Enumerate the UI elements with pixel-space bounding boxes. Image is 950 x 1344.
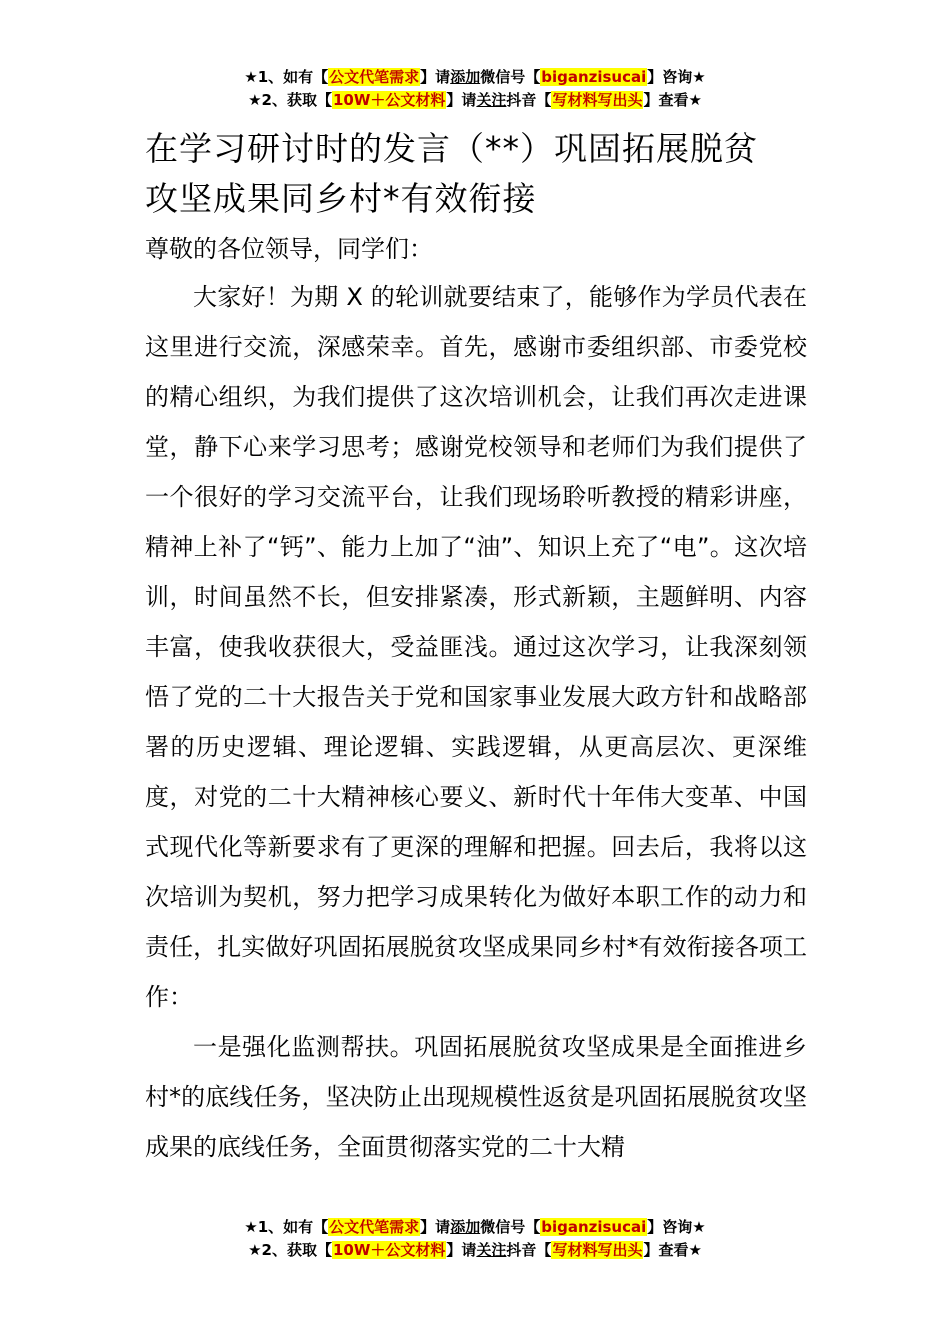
greeting: 尊敬的各位领导，同学们：: [145, 235, 433, 263]
bottom-banner: [0, 1216, 950, 1262]
paragraph-1: 大家好！为期 X 的轮训就要结束了，能够作为学员代表在这里进行交流，深感荣幸。首先，感谢市委组织部、市委党校的精心组织，为我们提供了这次培训机会，让我们再次走进课堂，静下心来学习思考；感谢党校领导和老师们为我们提供了一个很好的学习交流平台，让我们现场聆听教授的精彩讲座，精神上补了“钙”、能力上加了“油”、知识上充了“电”。这次培训，时间虽然不长，但安排紧凑，形式新颖，主题鲜明、内容丰富，使我收获很大，受益匪浅。通过这次学习，让我深刻领悟了党的二十大报告关于党和国家事业发展大政方针和战略部署的历史逻辑、理论逻辑、实践逻辑，从更高层次、更深维度，对党的二十大精神核心要义、新时代十年伟大变革、中国式现代化等新要求有了更深的理解和把握。回去后，我将以这次培训为契机，努力把学习成果转化为做好本职工作的动力和责任，扎实做好巩固拓展脱贫攻坚成果同乡村*有效衔接各项工作：: [145, 283, 807, 1011]
top-banner: [0, 66, 950, 112]
document-body: [145, 272, 807, 1172]
document-title: [145, 124, 807, 224]
banner-text: ★2、获取【: [248, 91, 332, 109]
banner-text: ★1、如有【: [244, 68, 329, 86]
banner-highlight: biganzisucai: [541, 1218, 647, 1236]
banner-highlight: 公文代笔需求: [329, 68, 420, 86]
banner-highlight: 公文代笔需求: [329, 1218, 420, 1236]
banner-text: 】请: [446, 1241, 477, 1259]
banner-text: ★2、获取【: [248, 1241, 332, 1259]
title-line-2: 攻坚成果同乡村*有效衔接: [145, 179, 537, 218]
banner-text: ★1、如有【: [244, 1218, 329, 1236]
banner-line-2: [0, 89, 950, 112]
banner-line-1: [0, 66, 950, 89]
banner-underlined-text: 关注: [476, 91, 507, 109]
banner-underlined-text: 关注: [476, 1241, 507, 1259]
banner-highlight: 10W＋公文材料: [332, 91, 446, 109]
banner-text: 】请: [446, 91, 477, 109]
banner-text: 】查看★: [643, 91, 702, 109]
banner-text: 微信号【: [480, 68, 541, 86]
banner-underlined-text: 添加: [450, 1218, 481, 1236]
banner-text: 微信号【: [480, 1218, 541, 1236]
banner-line-2: [0, 1239, 950, 1262]
banner-text: 抖音【: [506, 1241, 552, 1259]
banner-line-1: [0, 1216, 950, 1239]
banner-text: 】咨询★: [647, 1218, 706, 1236]
banner-text: 】查看★: [643, 1241, 702, 1259]
banner-text: 】请: [420, 68, 451, 86]
banner-highlight: 10W＋公文材料: [332, 1241, 446, 1259]
banner-text: 】咨询★: [647, 68, 706, 86]
banner-underlined-text: 添加: [450, 68, 481, 86]
banner-highlight: 写材料写出头: [552, 1241, 643, 1259]
title-line-1: 在学习研讨时的发言（**）巩固拓展脱贫: [145, 129, 758, 168]
banner-highlight: 写材料写出头: [552, 91, 643, 109]
banner-highlight: biganzisucai: [541, 68, 647, 86]
paragraph-2: 一是强化监测帮扶。巩固拓展脱贫攻坚成果是全面推进乡村*的底线任务，坚决防止出现规模性返贫是巩固拓展脱贫攻坚成果的底线任务，全面贯彻落实党的二十大精: [145, 1033, 807, 1161]
banner-text: 】请: [420, 1218, 451, 1236]
banner-text: 抖音【: [506, 91, 552, 109]
